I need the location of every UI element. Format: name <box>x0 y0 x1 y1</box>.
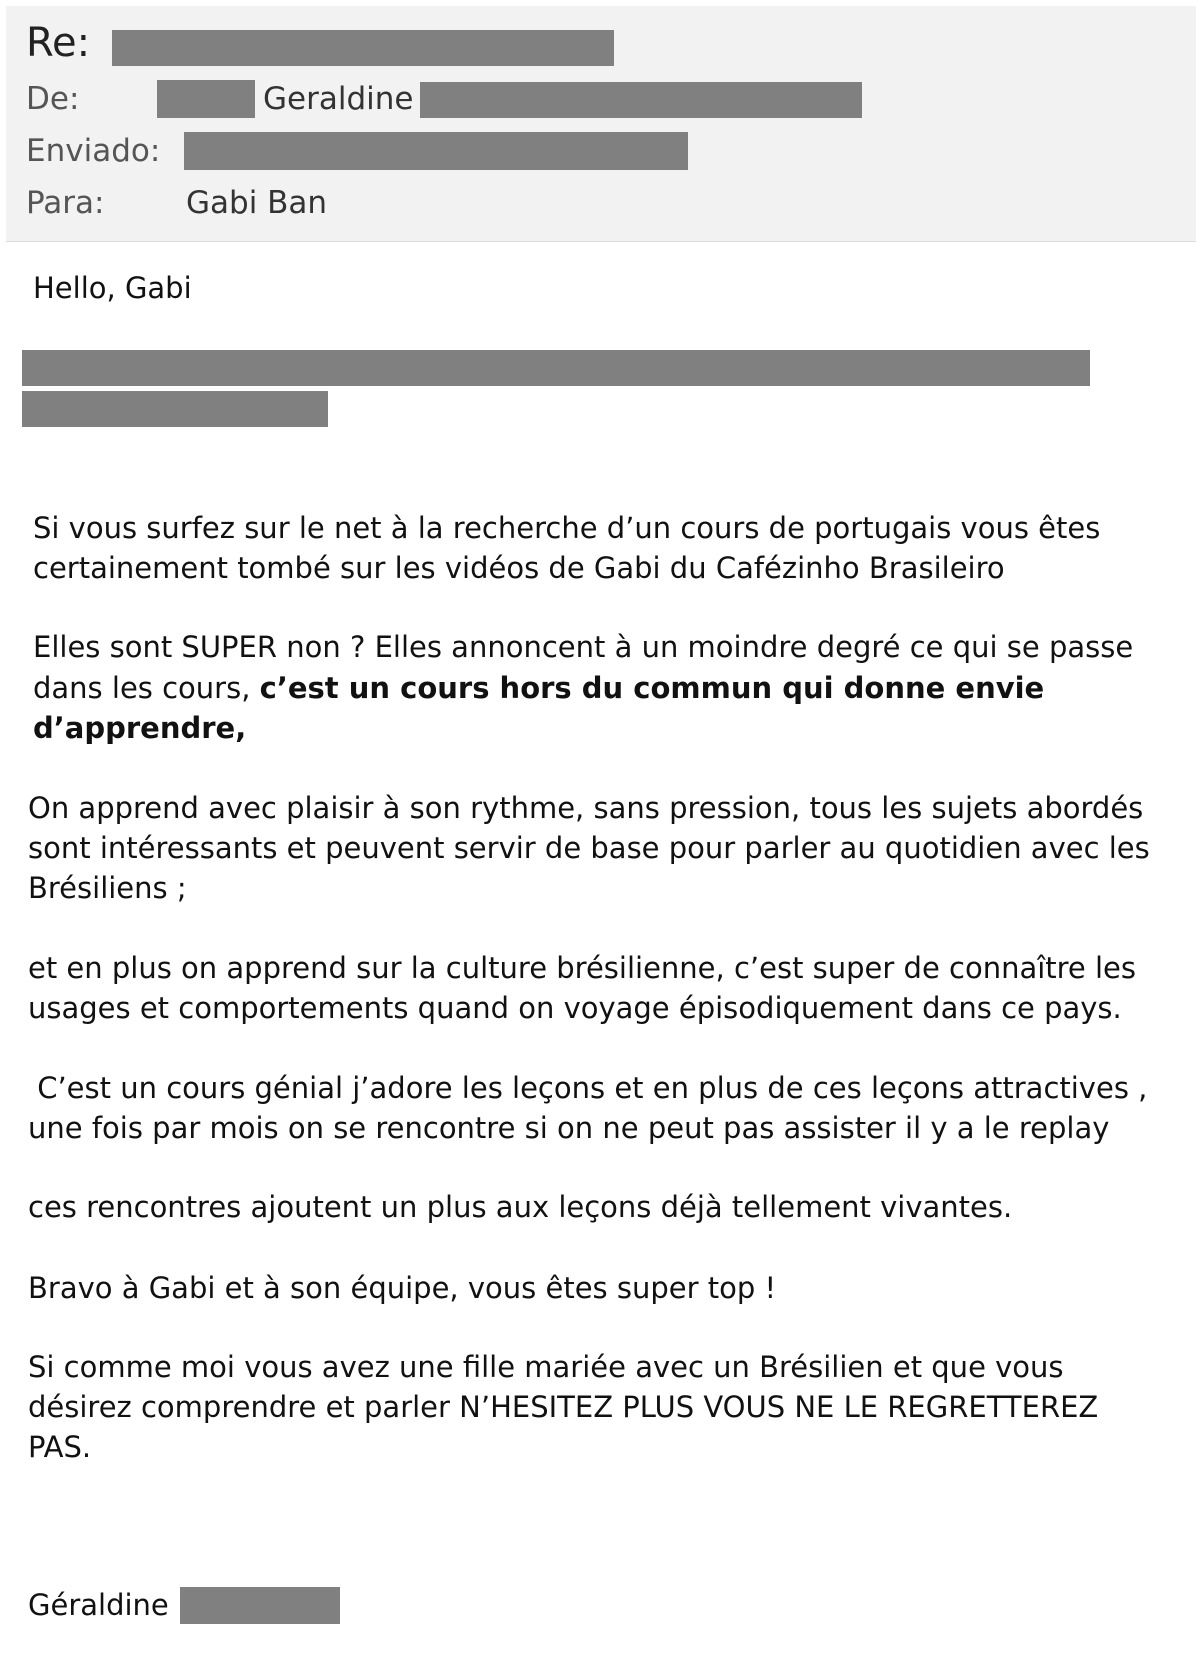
paragraph-1-line-2: certainement tombé sur les vidéos de Gabi du Cafézinho Brasileiro <box>33 551 1005 585</box>
paragraph-2-line-2 <box>33 668 1044 708</box>
signature-name: Géraldine <box>28 1588 169 1622</box>
paragraph-2-line-3: d’apprendre, <box>33 711 247 745</box>
from-label: De: <box>26 81 80 117</box>
paragraph-3-line-3: Brésiliens ; <box>28 871 187 905</box>
paragraph-5-line-1: C’est un cours génial j’adore les leçons et en plus de ces leçons attractives , <box>28 1071 1148 1105</box>
redacted-sent-date <box>184 132 688 170</box>
paragraph-5-line-2: une fois par mois on se rencontre si on ne peut pas assister il y a le replay <box>28 1111 1110 1145</box>
paragraph-2-line-1: Elles sont SUPER non ? Elles annoncent à un moindre degré ce qui se passe <box>33 630 1134 664</box>
redacted-paragraph-line-2 <box>22 391 328 427</box>
sent-label: Enviado: <box>26 133 161 169</box>
redacted-sender-prefix <box>157 80 255 118</box>
paragraph-2-bold-text: c’est un cours hors du commun qui donne envie <box>259 671 1045 705</box>
paragraph-3-line-2: sont intéressants et peuvent servir de base pour parler au quotidien avec les <box>28 831 1150 865</box>
to-label: Para: <box>26 185 105 221</box>
greeting: Hello, Gabi <box>33 271 192 305</box>
paragraph-3-line-1: On apprend avec plaisir à son rythme, sans pression, tous les sujets abordés <box>28 791 1144 825</box>
paragraph-7: Bravo à Gabi et à son équipe, vous êtes super top ! <box>28 1271 777 1305</box>
redacted-sender-address <box>420 82 862 118</box>
redacted-paragraph-line-1 <box>22 350 1090 386</box>
paragraph-8-line-3: PAS. <box>28 1430 92 1464</box>
paragraph-1-line-1: Si vous surfez sur le net à la recherche d’un cours de portugais vous êtes <box>33 511 1101 545</box>
paragraph-8-line-2: désirez comprendre et parler N’HESITEZ PLUS VOUS NE LE REGRETTEREZ <box>28 1390 1099 1424</box>
paragraph-2-normal-text: dans les cours, <box>33 671 260 705</box>
paragraph-6: ces rencontres ajoutent un plus aux leçons déjà tellement vivantes. <box>28 1190 1013 1224</box>
paragraph-4-line-2: usages et comportements quand on voyage épisodiquement dans ce pays. <box>28 991 1122 1025</box>
to-value: Gabi Ban <box>186 185 328 221</box>
paragraph-8-line-1: Si comme moi vous avez une fille mariée avec un Brésilien et que vous <box>28 1350 1064 1384</box>
from-name: Geraldine <box>263 81 414 117</box>
redacted-signature-surname <box>180 1587 340 1624</box>
paragraph-4-line-1: et en plus on apprend sur la culture brésilienne, c’est super de connaître les <box>28 951 1137 985</box>
redacted-subject <box>112 30 614 66</box>
email-subject-prefix: Re: <box>26 20 91 66</box>
